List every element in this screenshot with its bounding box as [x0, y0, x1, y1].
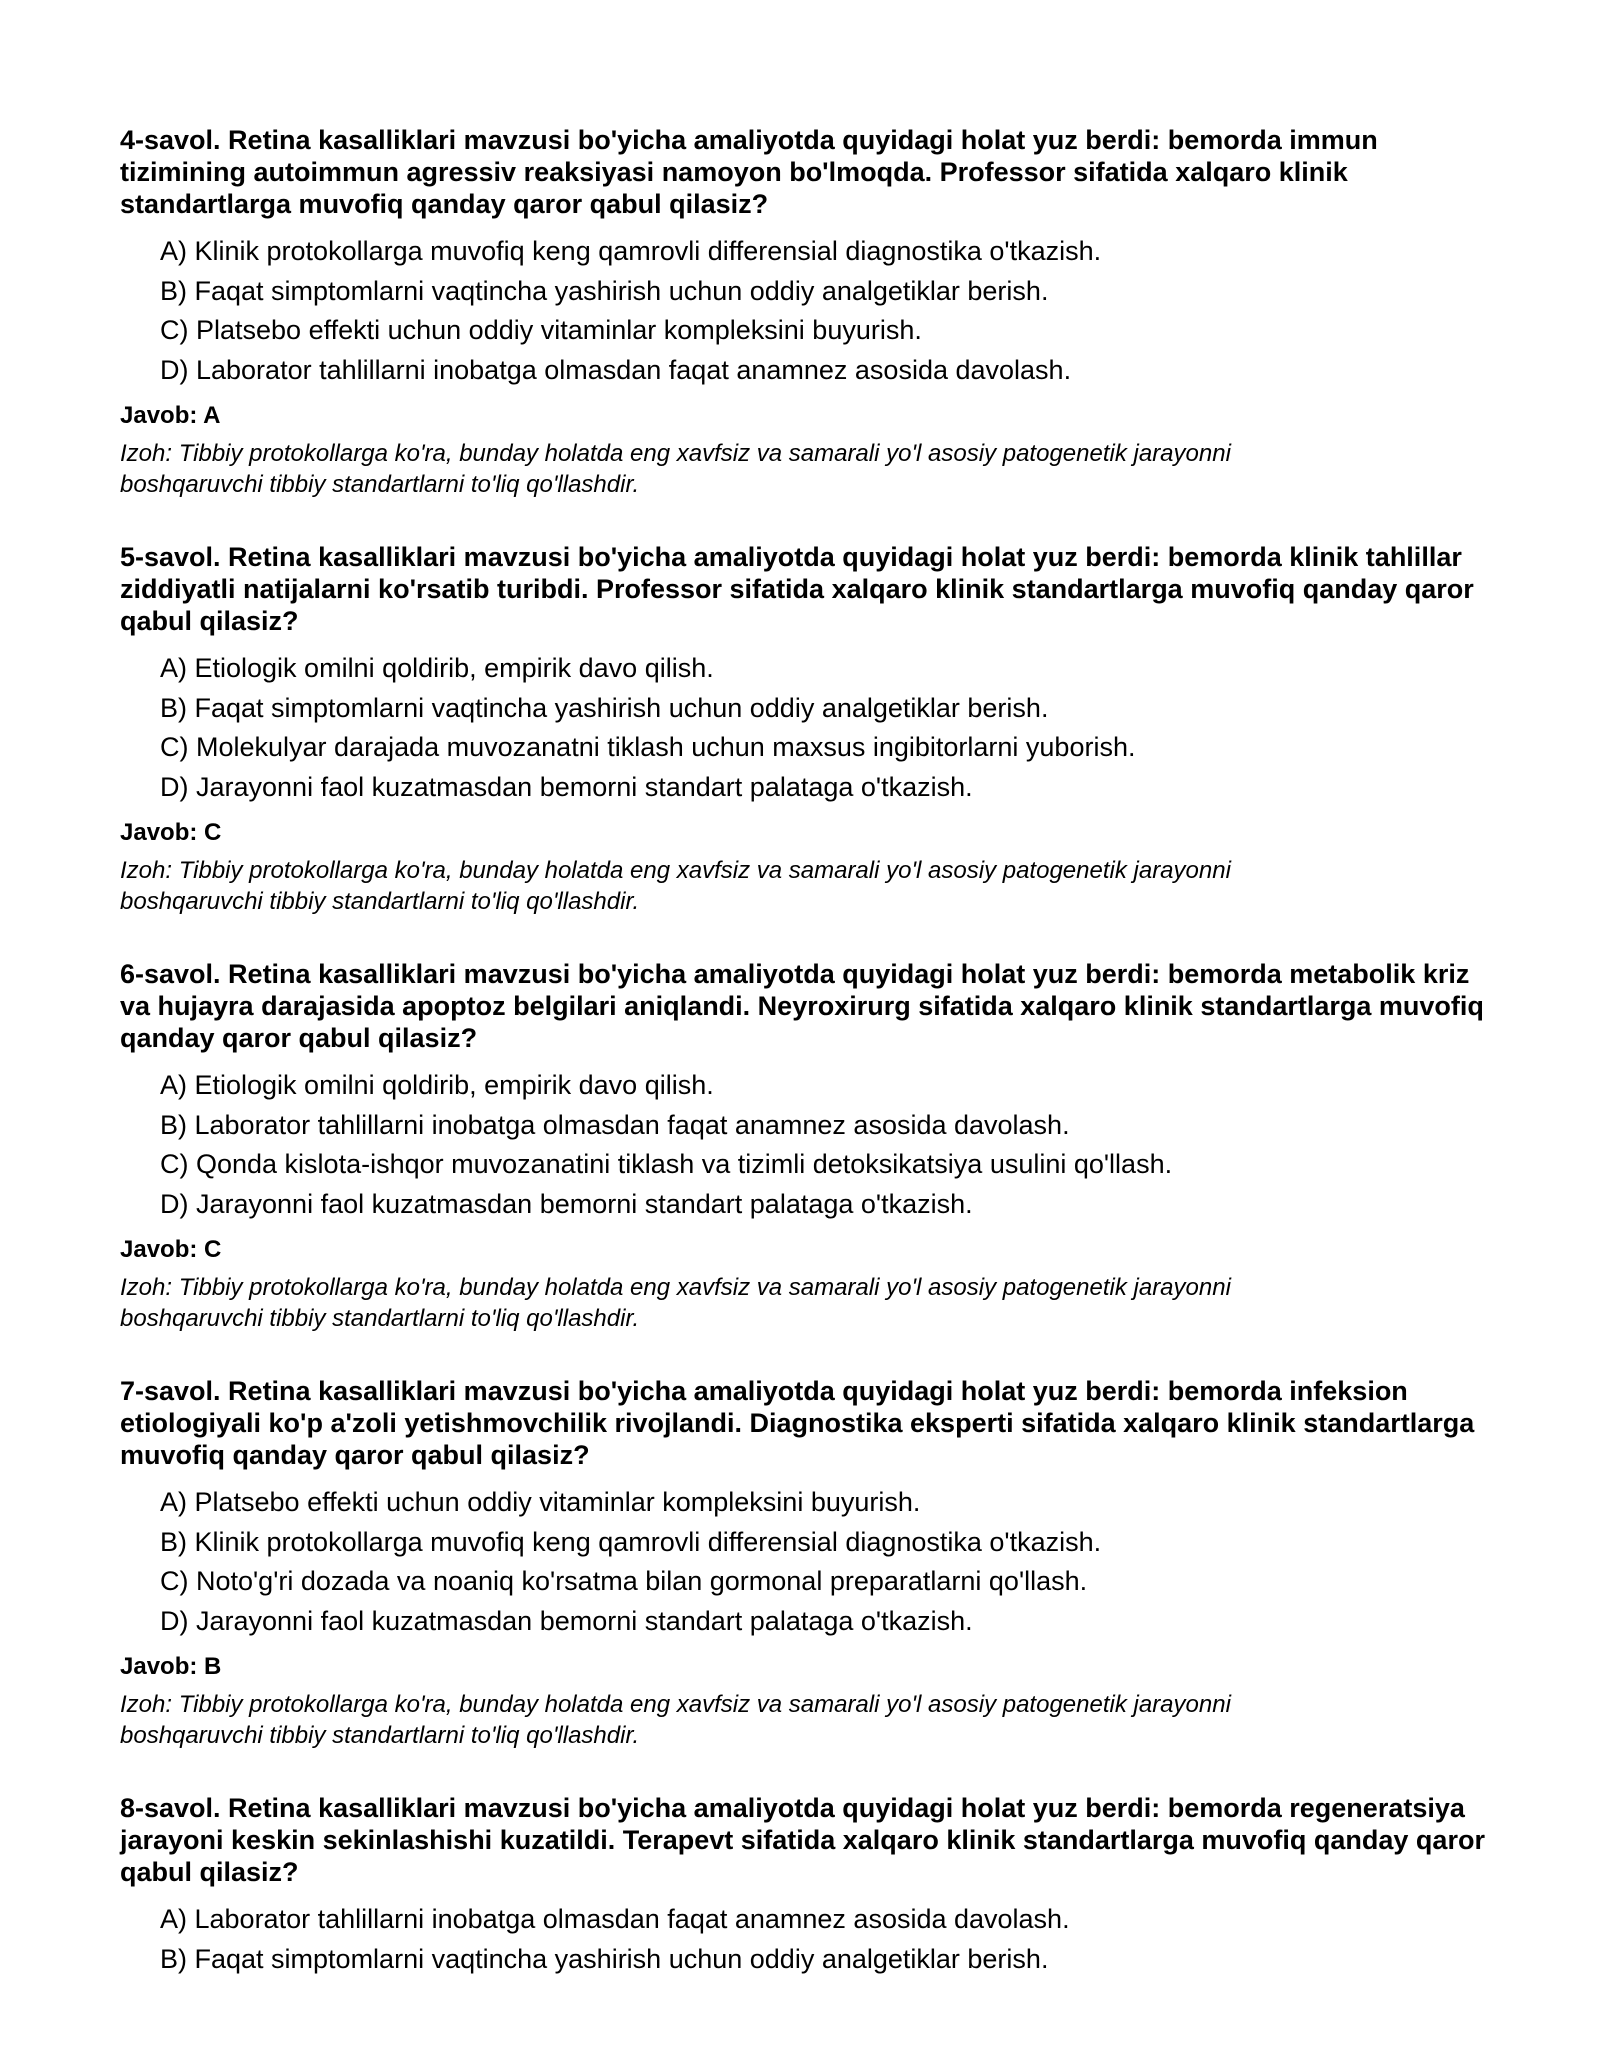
options-list — [160, 232, 1500, 390]
explanation: Izoh: Tibbiy protokollarga ko'ra, bunday holatda eng xavfsiz va samarali yo'l asosiy patogenetik jarayonni boshqaruvchi tibbiy standartlarni to'liq qo'llashdir. — [120, 857, 1231, 915]
option-b: B) Faqat simptomlarni vaqtincha yashirish uchun oddiy analgetiklar berish. — [160, 275, 1049, 306]
question-8 — [120, 1792, 1500, 1979]
question-text: 4-savol. Retina kasalliklari mavzusi bo'yicha amaliyotda quyidagi holat yuz berdi: bemorda immun tizimining autoimmun agressiv reaksiyasi namoyon bo'lmoqda. Professor sifatida xalqaro klinik standartlarga muvofiq qanday qaror qabul qilasiz? — [120, 125, 1378, 219]
option-a: A) Laborator tahlillarni inobatga olmasdan faqat anamnez asosida davolash. — [160, 1904, 1070, 1934]
option-d: D) Jarayonni faol kuzatmasdan bemorni standart palataga o'tkazish. — [160, 1605, 973, 1636]
option-c: C) Qonda kislota-ishqor muvozanatini tiklash va tizimli detoksikatsiya usulini qo'llash. — [160, 1149, 1173, 1179]
option-a: A) Etiologik omilni qoldirib, empirik davo qilish. — [160, 653, 714, 683]
option-d: D) Jarayonni faol kuzatmasdan bemorni standart palataga o'tkazish. — [160, 1188, 973, 1219]
options-list — [160, 1900, 1500, 1979]
option-c: C) Molekulyar darajada muvozanatni tiklash uchun maxsus ingibitorlarni yuborish. — [160, 732, 1136, 762]
question-4 — [120, 124, 1500, 500]
explanation: Izoh: Tibbiy protokollarga ko'ra, bunday holatda eng xavfsiz va samarali yo'l asosiy patogenetik jarayonni boshqaruvchi tibbiy standartlarni to'liq qo'llashdir. — [120, 440, 1231, 498]
options-list — [160, 1483, 1500, 1641]
question-text: 7-savol. Retina kasalliklari mavzusi bo'yicha amaliyotda quyidagi holat yuz berdi: bemorda infeksion etiologiyali ko'p a'zoli yetishmovchilik rivojlandi. Diagnostika eksperti sifatida xalqaro klinik standartlarga muvofiq qanday qaror qabul qilasiz? — [120, 1376, 1475, 1470]
question-text: 6-savol. Retina kasalliklari mavzusi bo'yicha amaliyotda quyidagi holat yuz berdi: bemorda metabolik kriz va hujayra darajasida apoptoz belgilari aniqlandi. Neyroxirurg sifatida xalqaro klinik standartlarga muvofiq qanday qaror qabul qilasiz? — [120, 959, 1484, 1053]
option-a: A) Platsebo effekti uchun oddiy vitaminlar kompleksini buyurish. — [160, 1487, 921, 1517]
option-d: D) Laborator tahlillarni inobatga olmasdan faqat anamnez asosida davolash. — [160, 354, 1072, 385]
option-c: C) Platsebo effekti uchun oddiy vitaminlar kompleksini buyurish. — [160, 315, 922, 345]
option-b: B) Faqat simptomlarni vaqtincha yashirish uchun oddiy analgetiklar berish. — [160, 1943, 1049, 1974]
option-c: C) Noto'g'ri dozada va noaniq ko'rsatma bilan gormonal preparatlarni qo'llash. — [160, 1566, 1088, 1596]
answer: Javob: A — [120, 402, 221, 429]
options-list — [160, 1066, 1500, 1224]
option-b: B) Klinik protokollarga muvofiq keng qamrovli differensial diagnostika o'tkazish. — [160, 1526, 1102, 1557]
option-d: D) Jarayonni faol kuzatmasdan bemorni standart palataga o'tkazish. — [160, 771, 973, 802]
answer: Javob: C — [120, 819, 222, 846]
question-6 — [120, 958, 1500, 1334]
question-text: 8-savol. Retina kasalliklari mavzusi bo'yicha amaliyotda quyidagi holat yuz berdi: bemorda regeneratsiya jarayoni keskin sekinlashishi kuzatildi. Terapevt sifatida xalqaro klinik standartlarga muvofiq qanday qaror qabul qilasiz? — [120, 1793, 1485, 1887]
question-5 — [120, 541, 1500, 917]
question-text: 5-savol. Retina kasalliklari mavzusi bo'yicha amaliyotda quyidagi holat yuz berdi: bemorda klinik tahlillar ziddiyatli natijalarni ko'rsatib turibdi. Professor sifatida xalqaro klinik standartlarga muvofiq qanday qaror qabul qilasiz? — [120, 542, 1474, 636]
explanation: Izoh: Tibbiy protokollarga ko'ra, bunday holatda eng xavfsiz va samarali yo'l asosiy patogenetik jarayonni boshqaruvchi tibbiy standartlarni to'liq qo'llashdir. — [120, 1274, 1231, 1332]
explanation: Izoh: Tibbiy protokollarga ko'ra, bunday holatda eng xavfsiz va samarali yo'l asosiy patogenetik jarayonni boshqaruvchi tibbiy standartlarni to'liq qo'llashdir. — [120, 1691, 1231, 1749]
option-a: A) Klinik protokollarga muvofiq keng qamrovli differensial diagnostika o'tkazish. — [160, 236, 1102, 266]
options-list — [160, 649, 1500, 807]
question-7 — [120, 1375, 1500, 1751]
answer: Javob: B — [120, 1653, 222, 1680]
option-a: A) Etiologik omilni qoldirib, empirik davo qilish. — [160, 1070, 714, 1100]
document-page — [120, 124, 1500, 2020]
option-b: B) Laborator tahlillarni inobatga olmasdan faqat anamnez asosida davolash. — [160, 1109, 1070, 1140]
answer: Javob: C — [120, 1236, 222, 1263]
option-b: B) Faqat simptomlarni vaqtincha yashirish uchun oddiy analgetiklar berish. — [160, 692, 1049, 723]
